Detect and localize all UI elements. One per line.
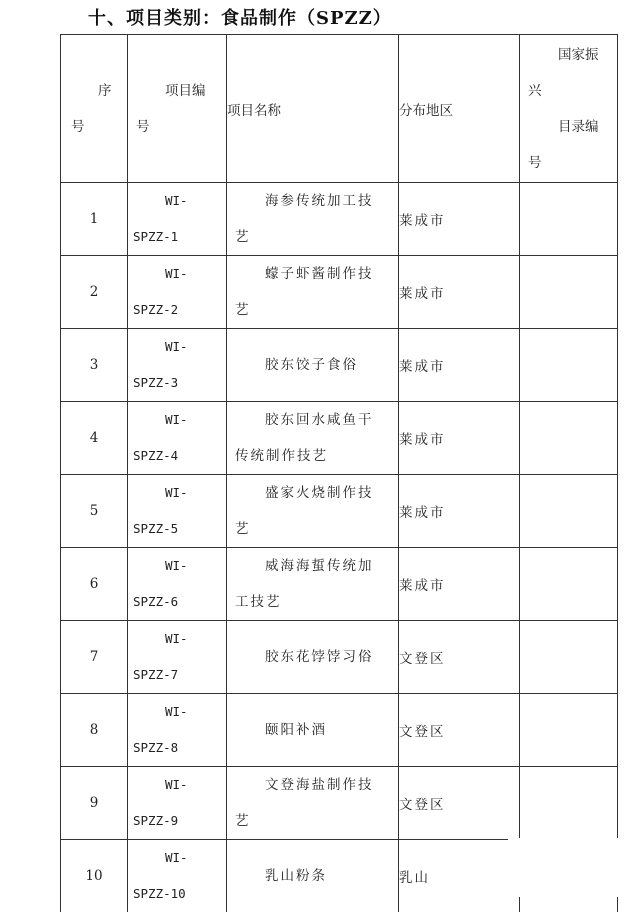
row-name-line1: 蠓子虾酱制作技 (227, 256, 398, 292)
row-name-line1: 盛家火烧制作技 (227, 475, 398, 511)
table-row (61, 548, 618, 621)
row-code-line2: SPZZ-4 (128, 438, 226, 474)
row-code-line1: WI- (128, 621, 226, 657)
row-area: 莱成市 (399, 256, 520, 329)
row-code (128, 694, 227, 767)
row-code (128, 840, 227, 912)
row-catalog (520, 767, 618, 840)
row-seq: 10 (61, 840, 128, 912)
row-name-line1: 胶东花饽饽习俗 (227, 639, 398, 675)
row-catalog (520, 475, 618, 548)
row-name-line2: 艺 (227, 511, 398, 547)
row-code-line2: SPZZ-9 (128, 803, 226, 839)
row-catalog (520, 548, 618, 621)
row-area: 文登区 (399, 694, 520, 767)
row-name (227, 475, 399, 548)
row-area: 莱成市 (399, 329, 520, 402)
row-code (128, 256, 227, 329)
row-code-line2: SPZZ-3 (128, 365, 226, 401)
row-code-line2: SPZZ-10 (128, 876, 226, 912)
row-catalog (520, 329, 618, 402)
row-code-line1: WI- (128, 548, 226, 584)
row-area: 乳山 (399, 840, 520, 912)
row-name-line1: 胶东饺子食俗 (227, 347, 398, 383)
header-seq (61, 35, 128, 183)
row-name-line1: 乳山粉条 (227, 858, 398, 894)
row-name (227, 256, 399, 329)
row-code (128, 402, 227, 475)
row-name-line1: 文登海盐制作技 (227, 767, 398, 803)
header-catalog-line1: 国家振 (520, 37, 617, 73)
row-code-line1: WI- (128, 840, 226, 876)
row-name-line1: 颐阳补酒 (227, 712, 398, 748)
header-catalog (520, 35, 618, 183)
row-code (128, 329, 227, 402)
row-code-line2: SPZZ-2 (128, 292, 226, 328)
row-seq: 7 (61, 621, 128, 694)
row-code (128, 621, 227, 694)
row-code-line2: SPZZ-7 (128, 657, 226, 693)
row-code-line1: WI- (128, 183, 226, 219)
row-seq: 2 (61, 256, 128, 329)
scan-artifact (508, 838, 640, 897)
row-name (227, 183, 399, 256)
row-name-line2: 艺 (227, 219, 398, 255)
table-row (61, 767, 618, 840)
row-name-line2: 艺 (227, 803, 398, 839)
row-name (227, 621, 399, 694)
header-name: 项目名称 (227, 35, 399, 183)
table-row (61, 256, 618, 329)
project-table (60, 34, 618, 912)
table-row (61, 183, 618, 256)
section-heading: 十、项目类别：食品制作（SPZZ） (88, 4, 392, 30)
row-name (227, 402, 399, 475)
row-code-line1: WI- (128, 329, 226, 365)
row-code (128, 475, 227, 548)
row-name (227, 767, 399, 840)
row-code-line1: WI- (128, 402, 226, 438)
row-area: 莱成市 (399, 402, 520, 475)
row-name (227, 548, 399, 621)
row-name-line2: 艺 (227, 292, 398, 328)
header-catalog-line2: 兴 (520, 73, 617, 109)
table-row (61, 694, 618, 767)
table-header-row (61, 35, 618, 183)
row-name-line2: 工技艺 (227, 584, 398, 620)
row-catalog (520, 183, 618, 256)
row-code-line2: SPZZ-8 (128, 730, 226, 766)
header-code (128, 35, 227, 183)
header-catalog-line4: 号 (520, 145, 617, 181)
row-code-line2: SPZZ-5 (128, 511, 226, 547)
row-code-line1: WI- (128, 767, 226, 803)
row-name-line1: 胶东回水咸鱼干 (227, 402, 398, 438)
row-code-line2: SPZZ-1 (128, 219, 226, 255)
row-name (227, 329, 399, 402)
header-area: 分布地区 (399, 35, 520, 183)
row-name-line1: 威海海蜇传统加 (227, 548, 398, 584)
row-code (128, 548, 227, 621)
row-catalog (520, 621, 618, 694)
row-seq: 9 (61, 767, 128, 840)
row-code (128, 767, 227, 840)
row-name (227, 840, 399, 912)
row-area: 文登区 (399, 767, 520, 840)
row-code-line1: WI- (128, 694, 226, 730)
row-area: 莱成市 (399, 475, 520, 548)
header-seq-line1: 序 (61, 73, 127, 109)
header-code-line1: 项目编 (128, 73, 226, 109)
row-catalog (520, 694, 618, 767)
row-name (227, 694, 399, 767)
row-name-line1: 海参传统加工技 (227, 183, 398, 219)
row-code-line1: WI- (128, 475, 226, 511)
row-seq: 3 (61, 329, 128, 402)
row-area: 莱成市 (399, 548, 520, 621)
row-area: 文登区 (399, 621, 520, 694)
table-row (61, 621, 618, 694)
row-seq: 1 (61, 183, 128, 256)
row-seq: 8 (61, 694, 128, 767)
row-code (128, 183, 227, 256)
row-seq: 6 (61, 548, 128, 621)
row-seq: 5 (61, 475, 128, 548)
row-name-line2: 传统制作技艺 (227, 438, 398, 474)
table-row (61, 475, 618, 548)
header-code-line2: 号 (128, 109, 226, 145)
header-seq-line2: 号 (61, 109, 127, 145)
row-catalog (520, 256, 618, 329)
row-code-line1: WI- (128, 256, 226, 292)
row-code-line2: SPZZ-6 (128, 584, 226, 620)
row-seq: 4 (61, 402, 128, 475)
header-catalog-line3: 目录编 (520, 109, 617, 145)
table-row (61, 329, 618, 402)
table-row (61, 402, 618, 475)
row-area: 莱成市 (399, 183, 520, 256)
row-catalog (520, 402, 618, 475)
